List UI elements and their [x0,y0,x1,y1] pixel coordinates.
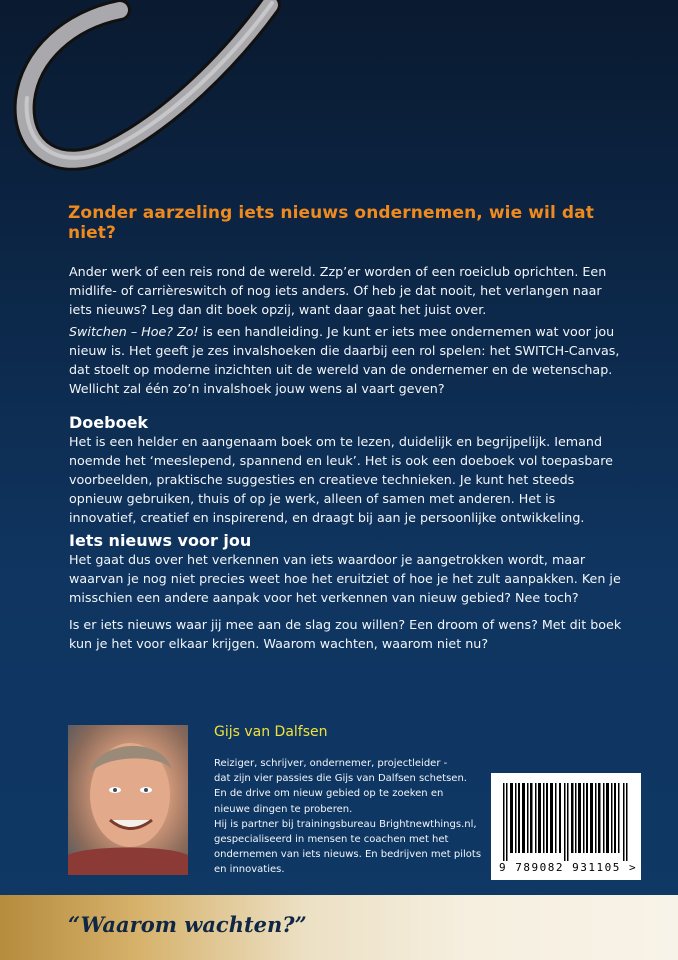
section-title-iets-nieuws: Iets nieuws voor jou [69,531,252,550]
bio-line: nieuwe dingen te proberen. [214,803,353,815]
bio-line: Reiziger, schrijver, ondernemer, projectleider - [214,758,448,769]
intro-paragraph-2 [69,322,625,398]
isbn-suffix: > [628,861,638,874]
book-title: Switchen – Hoe? Zo! [69,324,199,339]
section-iets-nieuws-text-2: Is er iets nieuws waar jij mee aan de slag zou willen? Een droom of wens? Met dit boek kun je het voor elkaar krijgen. Waarom wachten, waarom niet nu? [69,617,622,651]
bio-line: ondernemen van iets nieuws. En bedrijven met pilots [214,849,482,861]
bio-line: Hij is partner bij trainingsbureau Brightnewthings.nl, [214,818,477,830]
isbn-digits: 9 789082 931105 [499,861,621,874]
bio-line: gespecialiseerd in mensen te coachen met het [214,834,449,846]
rope-illustration [0,0,290,200]
section-title-doeboek: Doeboek [69,413,149,432]
intro-paragraph-2-text: is een handleiding. Je kunt er iets mee ondernemen wat voor jou nieuw is. Het geeft je zes invalshoeken die daarbij een rol spelen: het SWITCH-Canvas, dat stoelt op moderne inzichten uit de wereld van de ondernemer en de wetenschap. Wellicht zal één zo’n invalshoek jouw wens al vaart geven? [69,324,620,396]
author-name: Gijs van Dalfsen [214,724,328,740]
author-bio [214,756,484,878]
section-doeboek-text: Het is een helder en aangenaam boek om te lezen, duidelijk en begrijpelijk. Iemand noemde het ‘meeslepend, spannend en leuk’. Het is ook een doeboek vol toepasbare voorbeelden, praktische suggesties en creatieve technieken. Je kunt het steeds opnieuw gebruiken, thuis of op je werk, alleen of samen met anderen. Het is innovatief, creatief en inspirerend, en draagt bij aan je persoonlijke ontwikkeling. [69,434,613,525]
author-photo [68,725,188,875]
section-iets-nieuws-text-1: Het gaat dus over het verkennen van iets waardoor je aangetrokken wordt, maar waarvan je nog niet precies weet hoe het eruitziet of hoe je het zult aanpakken. Ken je misschien een andere aanpak voor het verkennen van nieuw gebied? Nee toch? [69,552,621,605]
bio-line: En de drive om nieuw gebied op te zoeken en [214,788,444,800]
headline: Zonder aarzeling iets nieuws ondernemen, wie wil dat niet? [68,203,594,243]
barcode-bars [503,783,629,861]
isbn-barcode [491,773,641,880]
tagline: “Waarom wachten?” [68,912,307,937]
isbn-number [499,861,637,874]
bio-line: en innovaties. [214,864,285,876]
bio-line: dat zijn vier passies die Gijs van Dalfsen schetsen. [214,773,467,785]
intro-paragraph-1: Ander werk of een reis rond de wereld. Zzp’er worden of een roeiclub oprichten. Een midlife- of carrièreswitch of nog iets anders. Of heb je dat nooit, het verlangen naar iets nieuws? Leg dan dit boek opzij, want daar gaat het juist over. [69,264,607,317]
